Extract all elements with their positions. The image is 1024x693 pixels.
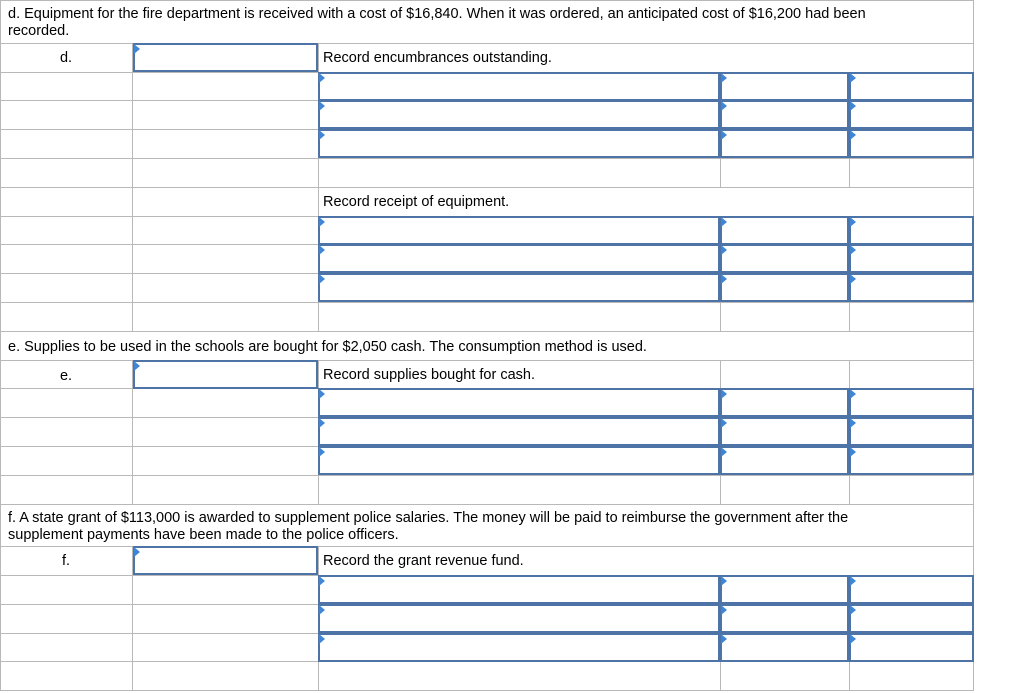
section-d-credit-input-1[interactable] <box>849 72 974 101</box>
section-d-debit-input-2[interactable] <box>720 100 849 129</box>
section-e-credit-input-1[interactable] <box>849 388 974 417</box>
section-e-debit-input-2[interactable] <box>720 417 849 446</box>
section-e-account-input-1[interactable] <box>318 388 720 417</box>
section-f-credit-input-2[interactable] <box>849 604 974 633</box>
section-d-debit-input-6[interactable] <box>720 273 849 302</box>
section-f-account-input-2[interactable] <box>318 604 720 633</box>
section-d-account-input-4[interactable] <box>318 216 720 245</box>
section-d-subheading-encumbrances: Record encumbrances outstanding. <box>323 50 552 66</box>
section-e-prompt-line-1: e. Supplies to be used in the schools are bought for $2,050 cash. The consumption method is used. <box>8 339 647 355</box>
section-e-credit-input-2[interactable] <box>849 417 974 446</box>
section-f-prompt-line-1: f. A state grant of $113,000 is awarded to supplement police salaries. The money will be paid to reimburse the government after the <box>8 510 849 526</box>
section-d-account-input-6[interactable] <box>318 273 720 302</box>
section-d-label: d. <box>59 50 73 66</box>
section-d-subheading-receipt: Record receipt of equipment. <box>323 194 510 210</box>
section-f-debit-input-1[interactable] <box>720 575 849 604</box>
section-f-debit-input-2[interactable] <box>720 604 849 633</box>
section-e-label: e. <box>59 368 73 384</box>
section-e-account-input-3[interactable] <box>318 446 720 475</box>
section-e-credit-input-3[interactable] <box>849 446 974 475</box>
section-d-debit-input-3[interactable] <box>720 129 849 158</box>
section-f-date-input[interactable] <box>133 546 318 575</box>
section-d-date-input[interactable] <box>133 43 318 72</box>
section-d-credit-input-6[interactable] <box>849 273 974 302</box>
section-d-account-input-1[interactable] <box>318 72 720 101</box>
section-e-account-input-2[interactable] <box>318 417 720 446</box>
section-d-credit-input-5[interactable] <box>849 244 974 273</box>
section-f-credit-input-1[interactable] <box>849 575 974 604</box>
section-f-debit-input-3[interactable] <box>720 633 849 662</box>
section-f-credit-input-3[interactable] <box>849 633 974 662</box>
section-d-credit-input-4[interactable] <box>849 216 974 245</box>
section-d-debit-input-4[interactable] <box>720 216 849 245</box>
section-e-subheading-supplies: Record supplies bought for cash. <box>323 367 535 383</box>
section-e-debit-input-1[interactable] <box>720 388 849 417</box>
section-d-debit-input-5[interactable] <box>720 244 849 273</box>
section-d-debit-input-1[interactable] <box>720 72 849 101</box>
section-d-account-input-3[interactable] <box>318 129 720 158</box>
section-e-debit-input-3[interactable] <box>720 446 849 475</box>
section-f-account-input-3[interactable] <box>318 633 720 662</box>
section-e-date-input[interactable] <box>133 360 318 389</box>
section-d-credit-input-2[interactable] <box>849 100 974 129</box>
section-d-account-input-2[interactable] <box>318 100 720 129</box>
section-d-credit-input-3[interactable] <box>849 129 974 158</box>
section-f-account-input-1[interactable] <box>318 575 720 604</box>
section-d-prompt-line-1: d. Equipment for the fire department is received with a cost of $16,840. When it was ordered, an anticipated cost of $16,200 had been <box>8 6 866 22</box>
section-d-prompt-line-2: recorded. <box>8 23 70 39</box>
section-f-label: f. <box>61 553 71 569</box>
section-f-prompt-line-2: supplement payments have been made to the police officers. <box>8 527 399 543</box>
section-d-account-input-5[interactable] <box>318 244 720 273</box>
section-f-subheading-grant: Record the grant revenue fund. <box>323 553 524 569</box>
